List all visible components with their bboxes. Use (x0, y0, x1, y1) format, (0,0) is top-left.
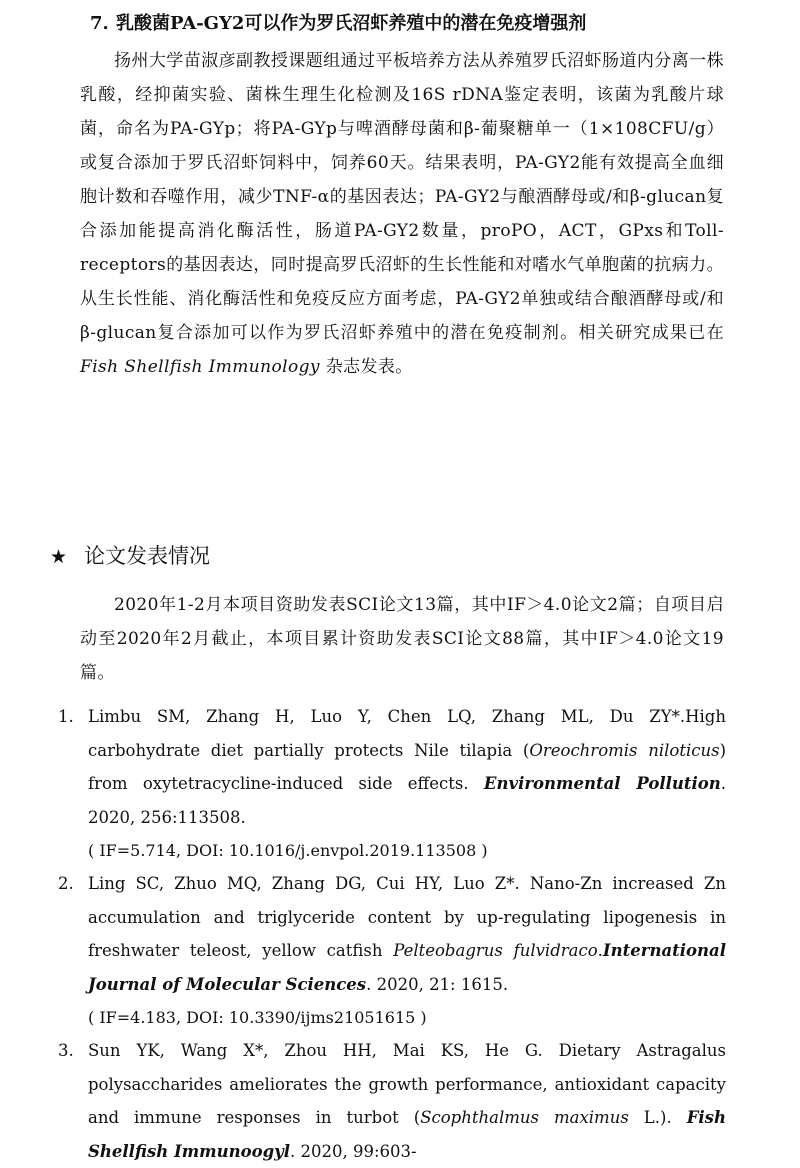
reference-details: . 2020, 256:113508. (88, 774, 727, 827)
reference-details: . 2020, 21: 1615. (366, 974, 509, 994)
reference-authors-title: Ling SC, Zhuo MQ, Zhang DG, Cui HY, Luo Z*. Nano-Zn increased Zn accumulation and triglyceride content by up-regulating lipogenesis in freshwater teleost, yellow catfish (88, 874, 726, 960)
reference-species: Oreochromis niloticus (529, 740, 720, 760)
reference-species: Pelteobagrus fulvidraco (393, 941, 598, 960)
reference-title-rest: L.). (628, 1108, 687, 1127)
section-7-body-text: 扬州大学苗淑彦副教授课题组通过平板培养方法从养殖罗氏沼虾肠道内分离一株乳酸，经抑菌实验、菌株生理生化检测及16S rDNA鉴定表明，该菌为乳酸片球菌，命名为PA-GYp；将PA-GYp与啤酒酵母菌和β-葡聚糖单一（1×108CFU/g）或复合添加于罗氏沼虾饲料中，饲养60天。结果表明，PA-GY2能有效提高全血细胞计数和吞噬作用，减少TNF-α的基因表达；PA-GY2与酿酒酵母或/和β-glucan复合添加能提高消化酶活性，肠道PA-GY2数量，proPO，ACT，GPxs和Toll-receptors的基因表达，同时提高罗氏沼虾的生长性能和对嗜水气单胞菌的抗病力。从生长性能、消化酶活性和免疫反应方面考虑，PA-GY2单独或结合酿酒酵母或/和β-glucan复合添加可以作为罗氏沼虾养殖中的潜在免疫制剂。相关研究成果已在 (80, 51, 724, 343)
reference-item (58, 1034, 726, 1168)
section-7-body-tail: 杂志发表。 (325, 357, 413, 377)
reference-number: 1. (58, 707, 74, 726)
reference-impact-factor: ( IF=5.714, DOI: 10.1016/j.envpol.2019.113508 ) (88, 841, 488, 860)
publications-title: 论文发表情况 (84, 544, 210, 568)
reference-citation (88, 1034, 726, 1168)
reference-journal: Environmental Pollution (483, 774, 721, 793)
reference-details: . 2020, 99:603- (290, 1141, 417, 1161)
section-7-paragraph (80, 44, 724, 384)
reference-species: Scophthalmus maximus (420, 1108, 629, 1127)
publications-summary: 2020年1-2月本项目资助发表SCI论文13篇，其中IF＞4.0论文2篇；自项目启动至2020年2月截止，本项目累计资助发表SCI论文88篇，其中IF＞4.0论文19篇。 (80, 595, 724, 683)
reference-citation (88, 700, 726, 834)
reference-authors-title: Sun YK, Wang X*, Zhou HH, Mai KS, He G. Dietary Astragalus polysaccharides ameliorates the growth performance, antioxidant capacity and immune responses in turbot ( (88, 1041, 726, 1127)
section-7-journal-name: Fish Shellfish Immunology (80, 357, 320, 377)
reference-authors-title: Limbu SM, Zhang H, Luo Y, Chen LQ, Zhang ML, Du ZY*.High carbohydrate diet partially protects Nile tilapia ( (88, 707, 726, 760)
reference-journal: Fish Shellfish Immunoogyl (88, 1108, 726, 1161)
section-7-number: 7. (90, 13, 109, 34)
publications-heading (50, 541, 650, 572)
reference-title-rest: ) from oxytetracycline-induced side effects. (88, 740, 726, 793)
reference-item (58, 867, 726, 1034)
reference-number: 3. (58, 1041, 74, 1060)
reference-item (58, 700, 726, 867)
star-icon: ★ (50, 546, 68, 568)
section-7-heading (90, 10, 780, 38)
section-7-title: 乳酸菌PA-GY2可以作为罗氏沼虾养殖中的潜在免疫增强剂 (116, 13, 587, 34)
reference-journal: International Journal of Molecular Sciences (88, 941, 726, 994)
reference-number: 2. (58, 874, 74, 893)
reference-list (58, 700, 726, 1168)
reference-title-rest: . (597, 941, 603, 960)
reference-citation (88, 867, 726, 1001)
reference-impact-factor: ( IF=4.183, DOI: 10.3390/ijms21051615 ) (88, 1008, 427, 1027)
